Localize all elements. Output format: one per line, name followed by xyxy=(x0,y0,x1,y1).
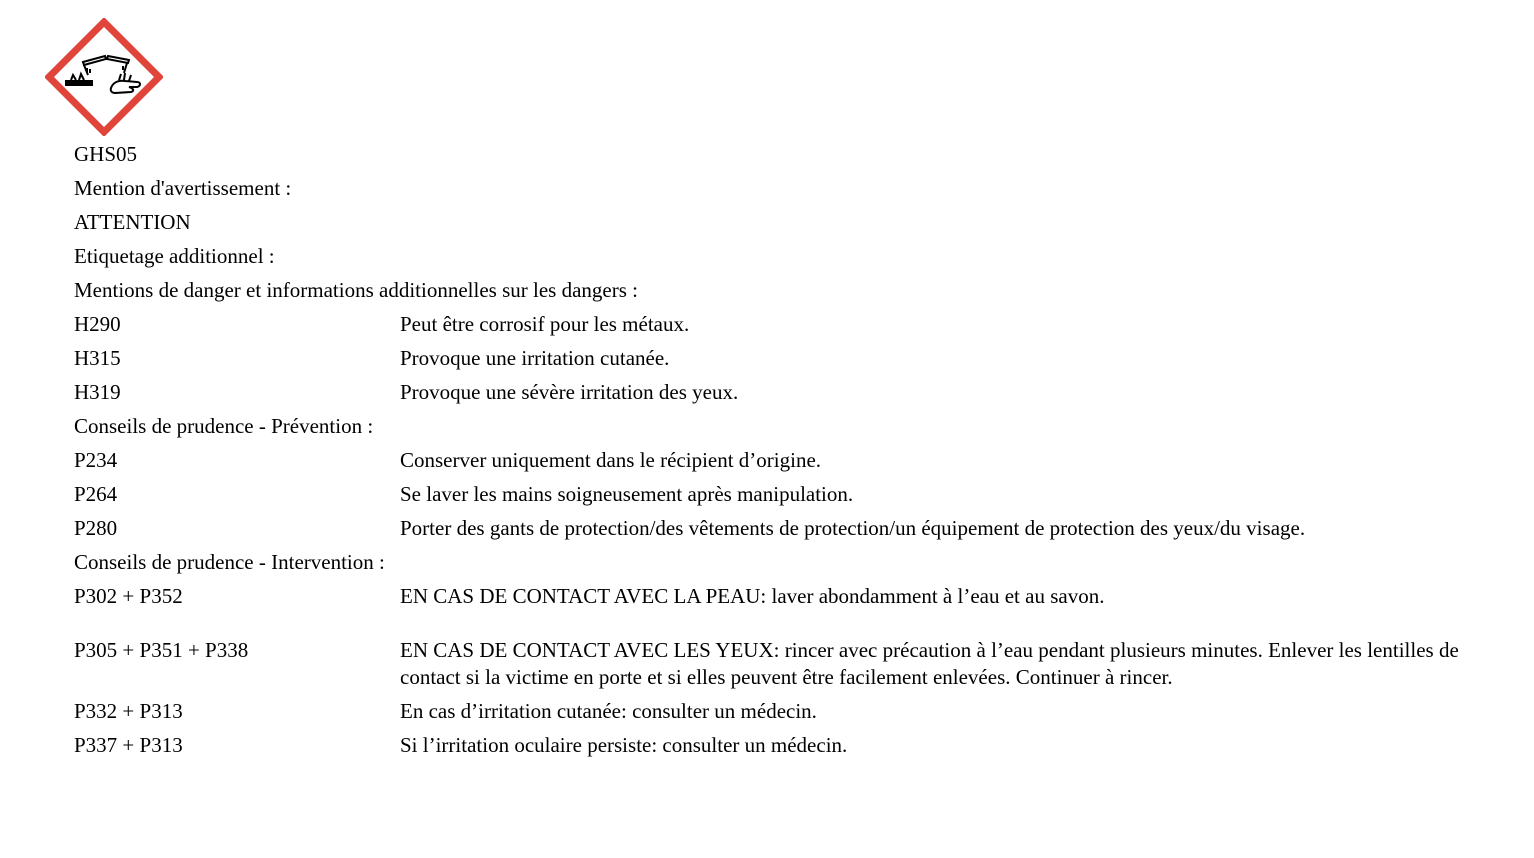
signal-word: ATTENTION xyxy=(74,210,191,234)
statement-code: P332 + P313 xyxy=(74,699,183,723)
statement-code: H319 xyxy=(74,379,121,404)
response-row xyxy=(74,695,1514,729)
statement-code: P337 + P313 xyxy=(74,733,183,757)
statement-text: Porter des gants de protection/des vêtements de protection/un équipement de protection des yeux/du visage. xyxy=(400,515,1306,540)
statement-code: P264 xyxy=(74,481,118,506)
statement-text: Provoque une irritation cutanée. xyxy=(400,345,670,370)
safety-label-document xyxy=(74,137,1514,763)
statement-code: H290 xyxy=(74,311,121,336)
prevention-heading: Conseils de prudence - Prévention : xyxy=(74,414,374,438)
statement-text: EN CAS DE CONTACT AVEC LA PEAU: laver abondamment à l’eau et au savon. xyxy=(400,583,1105,608)
statement-code: H315 xyxy=(74,345,121,370)
corrosion-icon xyxy=(45,18,163,136)
response-heading: Conseils de prudence - Intervention : xyxy=(74,550,385,574)
hazard-statement-row xyxy=(74,375,1514,409)
prevention-row xyxy=(74,477,1514,511)
statement-code: P305 + P351 + P338 xyxy=(74,638,249,662)
corrosion-pictogram xyxy=(45,18,163,136)
statement-code: P280 xyxy=(74,515,118,540)
response-row xyxy=(74,613,1514,695)
hazard-statement-row xyxy=(74,341,1514,375)
statement-text: Si l’irritation oculaire persiste: consulter un médecin. xyxy=(400,733,848,757)
hazard-statement-row xyxy=(74,307,1514,341)
statement-code: P302 + P352 xyxy=(74,583,183,608)
statement-text: Peut être corrosif pour les métaux. xyxy=(400,311,690,336)
prevention-row xyxy=(74,443,1514,477)
ghs-code: GHS05 xyxy=(74,142,138,166)
statement-code: P234 xyxy=(74,447,118,472)
signal-word-label: Mention d'avertissement : xyxy=(74,176,292,200)
hazard-statements-heading: Mentions de danger et informations additionnelles sur les dangers : xyxy=(74,278,638,302)
statement-text: Se laver les mains soigneusement après manipulation. xyxy=(400,481,854,506)
additional-labelling-label: Etiquetage additionnel : xyxy=(74,244,275,268)
statement-text: Conserver uniquement dans le récipient d’origine. xyxy=(400,447,822,472)
statement-text: EN CAS DE CONTACT AVEC LES YEUX: rincer avec précaution à l’eau pendant plusieurs minutes. Enlever les lentilles de contact si la victime en porte et si elles peuvent être facilement enlevées. Continuer à rincer. xyxy=(400,638,1459,689)
prevention-row xyxy=(74,511,1514,545)
statement-text: En cas d’irritation cutanée: consulter un médecin. xyxy=(400,699,817,723)
statement-text: Provoque une sévère irritation des yeux. xyxy=(400,379,739,404)
response-row xyxy=(74,729,1514,763)
response-row xyxy=(74,579,1514,613)
